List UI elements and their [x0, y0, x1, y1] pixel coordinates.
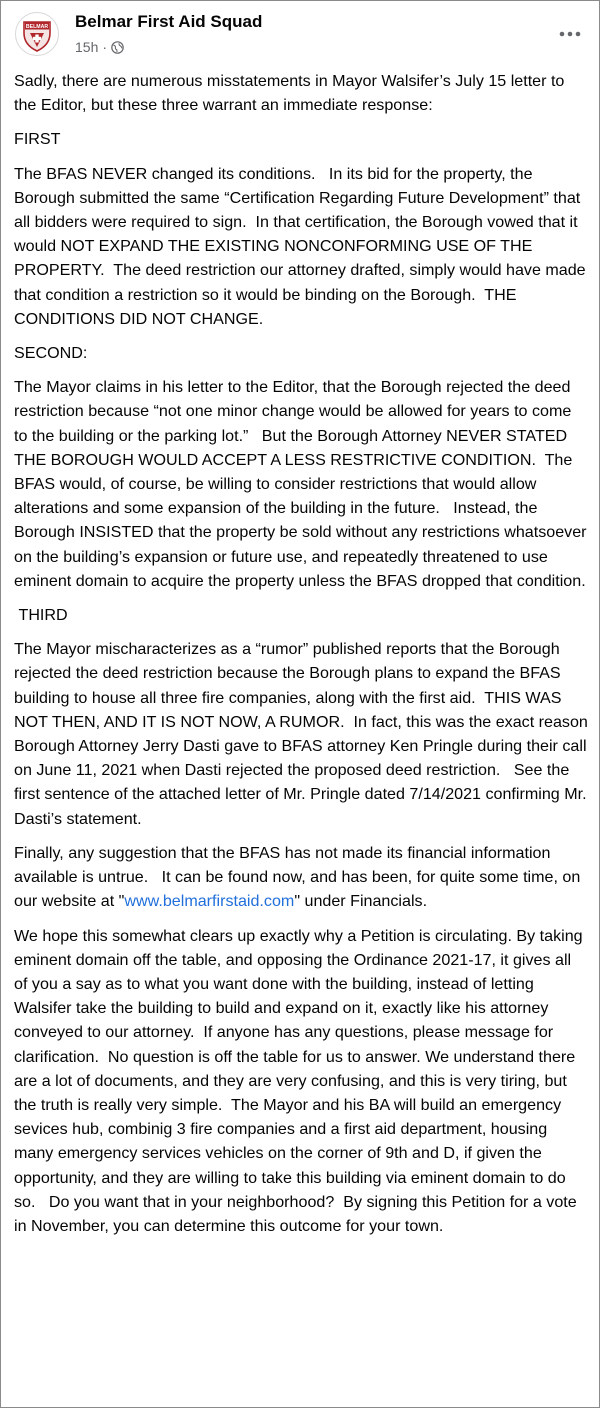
- section-heading-third: THIRD: [14, 606, 68, 625]
- financials-paragraph: [14, 841, 588, 914]
- financials-text-before: Finally, any suggestion that the BFAS has not made its financial information available is untrue. It can be found now, and has been, for quite some time, on our website at ": [14, 843, 590, 911]
- post-header: [1, 1, 599, 67]
- globe-icon[interactable]: [111, 41, 124, 54]
- post-meta: [75, 39, 124, 55]
- first-paragraph: The BFAS NEVER changed its conditions. In its bid for the property, the Borough submitted the same “Certification Regarding Future Development” that all bidders were required to sign. In that certification, the Borough vowed that it would NOT EXPAND THE EXISTING NONCONFORMING USE OF THE PROPERTY. The deed restriction our attorney drafted, simply would have made that condition a restriction so it would be binding on the Borough. THE CONDITIONS DID NOT CHANGE.: [14, 164, 591, 328]
- post-body: [14, 69, 593, 1248]
- logo-text: BELMAR: [25, 24, 49, 30]
- website-link[interactable]: www.belmarfirstaid.com: [124, 892, 295, 911]
- more-horizontal-icon: [559, 31, 581, 37]
- section-heading-first: FIRST: [14, 130, 61, 149]
- squad-logo-icon: [16, 13, 58, 55]
- intro-paragraph: Sadly, there are numerous misstatements in Mayor Walsifer’s July 15 letter to the Editor, but these three warrant an immediate response:: [14, 72, 569, 115]
- section-heading-second: SECOND:: [14, 344, 88, 363]
- third-paragraph: The Mayor mischaracterizes as a “rumor” published reports that the Borough rejected the deed restriction because the Borough plans to expand the BFAS building to house all three fire companies, along with the first aid. THIS WAS NOT THEN, AND IT IS NOT NOW, A RUMOR. In fact, this was the exact reason Borough Attorney Jerry Dasti gave to BFAS attorney Ken Pringle during their call on June 11, 2021 when Dasti rejected the proposed deed restriction. See the first sentence of the attached letter of Mr. Pringle dated 7/14/2021 confirming Mr. Dasti’s statement.: [14, 640, 593, 828]
- meta-separator: ·: [102, 39, 108, 55]
- post-timestamp[interactable]: 15h: [75, 39, 99, 55]
- closing-paragraph: We hope this somewhat clears up exactly why a Petition is circulating. By taking eminent domain off the table, and opposing the Ordinance 2021-17, it gives all of you a say as to what you want done with the building, instead of letting Walsifer take the building to build and expand on it, exactly like his attorney conveyed to our attorney. If anyone has any questions, please message for clarification. No question is off the table for us to answer. We understand there are a lot of documents, and they are very confusing, and this is very tiring, but the truth is really very simple. The Mayor and his BA will build an emergency sevices hub, combinig 3 fire companies and a first aid department, housing many emergency services vehicles on the corner of 9th and D, if given the opportunity, and they are willing to take this building via eminent domain to do so. Do you want that in your neighborhood? By signing this Petition for a vote in November, you can determine this outcome for your town.: [14, 926, 588, 1235]
- financials-text-after: " under Financials.: [294, 892, 428, 911]
- more-options-button[interactable]: [555, 19, 585, 49]
- second-paragraph: The Mayor claims in his letter to the Editor, that the Borough rejected the deed restriction because “not one minor change would be allowed for years to come to the building or the parking lot.” But the Borough Attorney NEVER STATED THE BOROUGH WOULD ACCEPT A LESS RESTRICTIVE CONDITION. The BFAS would, of course, be willing to consider restrictions that would allow alterations and some expansion of the building in the future. Instead, the Borough INSISTED that the property be sold without any restrictions whatsoever on the building’s expansion or future use, and repeatedly threatened to use eminent domain to acquire the property unless the BFAS dropped that condition.: [14, 378, 591, 590]
- page-name-link[interactable]: Belmar First Aid Squad: [75, 12, 263, 31]
- page-avatar[interactable]: [15, 12, 59, 56]
